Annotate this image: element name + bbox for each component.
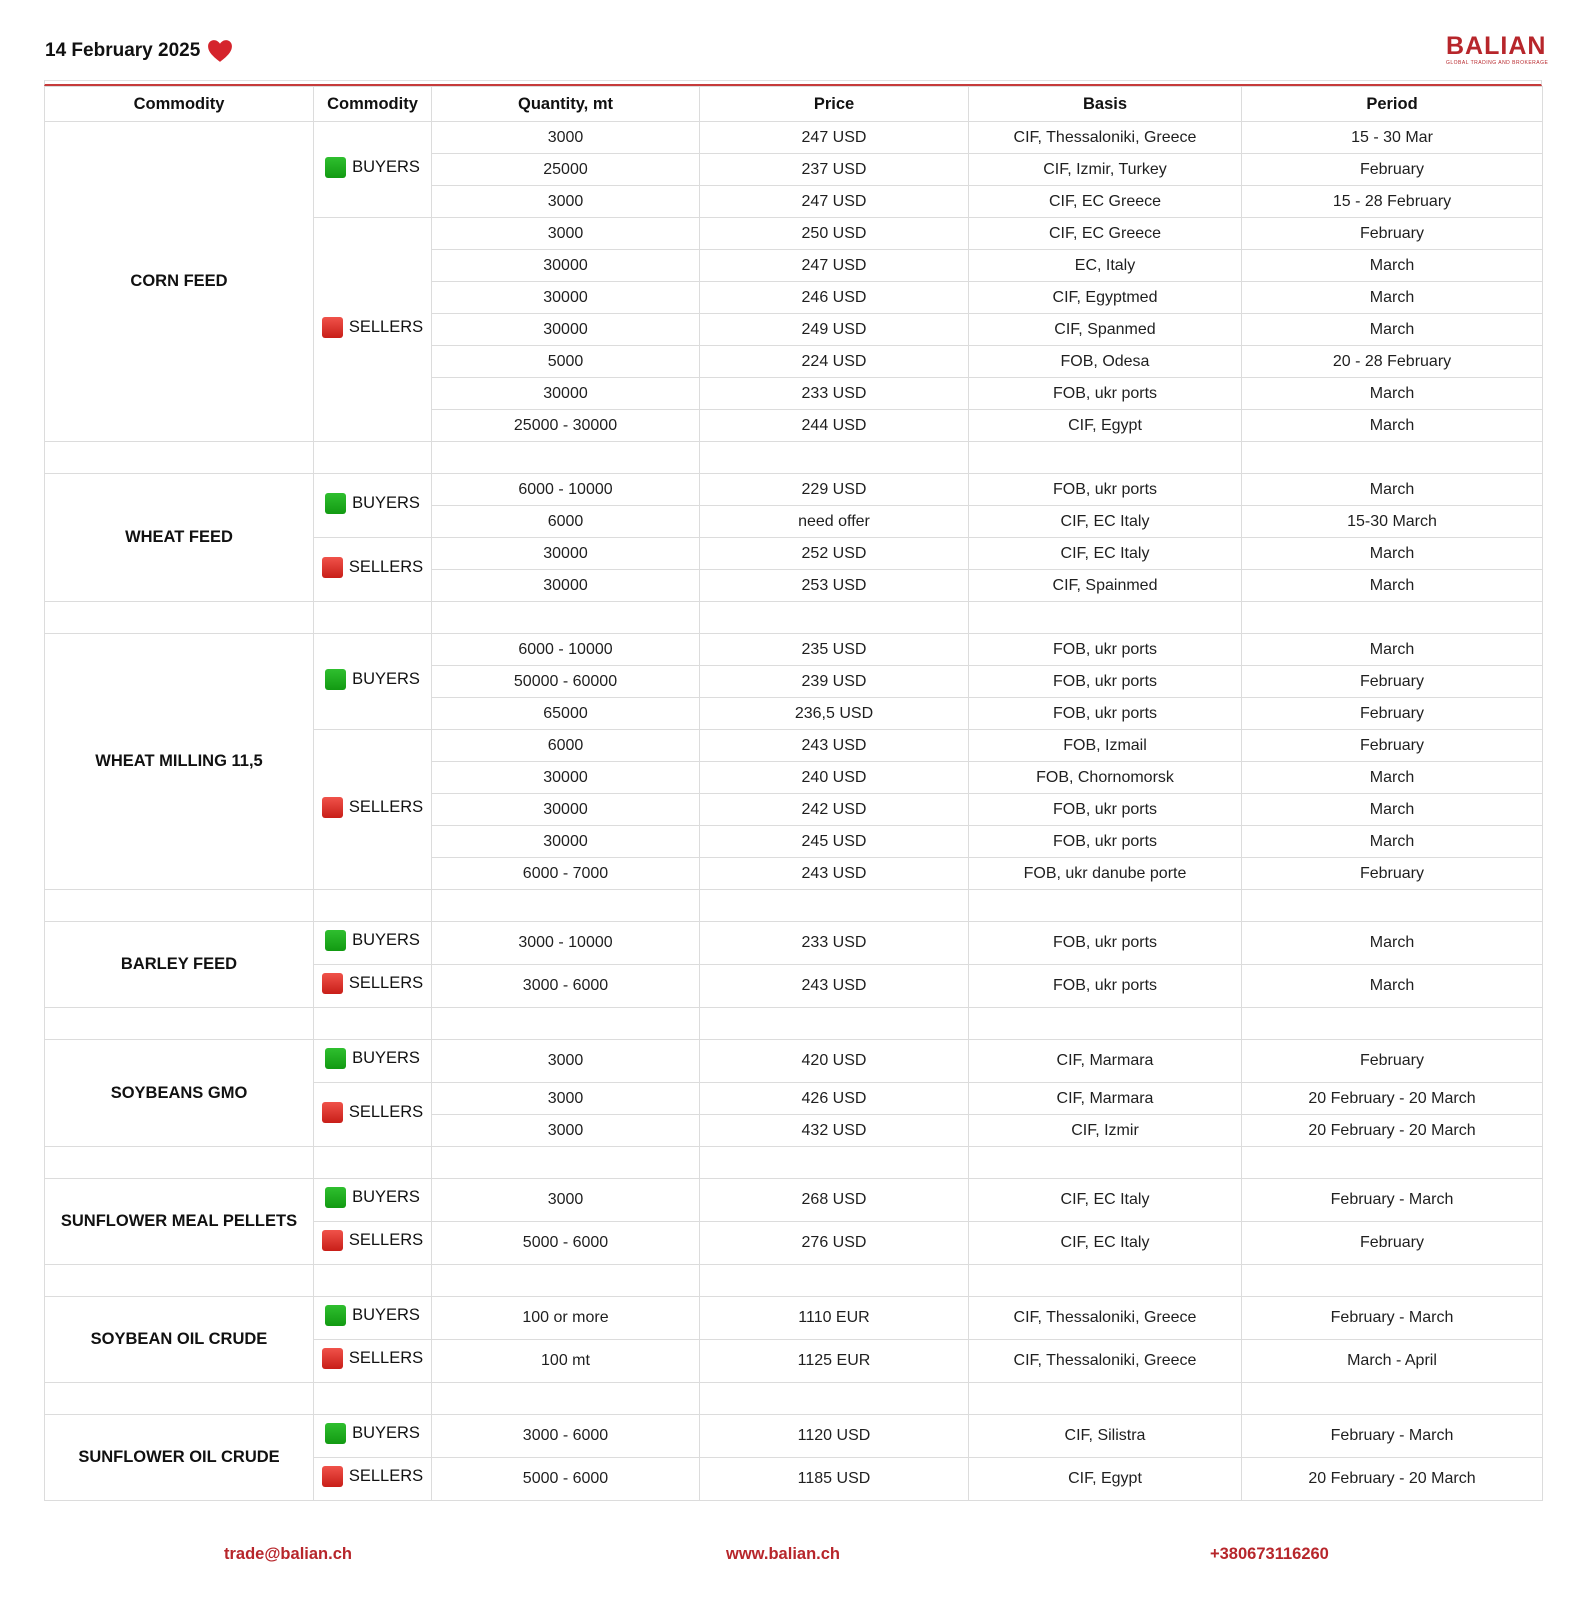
sellers-cell bbox=[314, 218, 432, 442]
quantity-cell: 25000 bbox=[432, 154, 700, 186]
spacer-cell bbox=[700, 890, 969, 922]
spacer-cell bbox=[45, 1147, 314, 1179]
price-cell: 224 USD bbox=[700, 346, 969, 378]
green-square-icon bbox=[325, 669, 346, 690]
spacer-cell bbox=[700, 1383, 969, 1415]
sellers-label-group bbox=[322, 1230, 423, 1251]
price-cell: 229 USD bbox=[700, 474, 969, 506]
basis-cell: CIF, Spanmed bbox=[969, 314, 1242, 346]
offers-table bbox=[44, 86, 1543, 1501]
table-row bbox=[45, 1179, 1543, 1222]
quantity-cell: 30000 bbox=[432, 762, 700, 794]
basis-cell: CIF, Marmara bbox=[969, 1083, 1242, 1115]
quantity-cell: 3000 bbox=[432, 186, 700, 218]
basis-cell: FOB, ukr ports bbox=[969, 666, 1242, 698]
price-cell: 245 USD bbox=[700, 826, 969, 858]
period-cell: March bbox=[1242, 570, 1543, 602]
buyers-label-group bbox=[325, 493, 420, 514]
price-cell: 247 USD bbox=[700, 122, 969, 154]
table-header-row bbox=[45, 87, 1543, 122]
sellers-cell bbox=[314, 538, 432, 602]
sellers-label-group bbox=[322, 557, 423, 578]
price-cell: 243 USD bbox=[700, 858, 969, 890]
spacer-cell bbox=[700, 602, 969, 634]
basis-cell: FOB, ukr ports bbox=[969, 474, 1242, 506]
buyers-label: BUYERS bbox=[352, 669, 420, 688]
commodity-name: WHEAT FEED bbox=[45, 474, 314, 602]
price-cell: 1125 EUR bbox=[700, 1340, 969, 1383]
period-cell: 20 February - 20 March bbox=[1242, 1115, 1543, 1147]
sellers-label-group bbox=[322, 973, 423, 994]
spacer-cell bbox=[432, 1008, 700, 1040]
period-cell: February - March bbox=[1242, 1179, 1543, 1222]
quantity-cell: 65000 bbox=[432, 698, 700, 730]
quantity-cell: 6000 bbox=[432, 506, 700, 538]
spacer-cell bbox=[1242, 602, 1543, 634]
green-square-icon bbox=[325, 493, 346, 514]
buyers-cell bbox=[314, 634, 432, 730]
buyers-label: BUYERS bbox=[352, 1424, 420, 1442]
buyers-label-group bbox=[325, 669, 420, 690]
spacer-cell bbox=[314, 890, 432, 922]
period-cell: February bbox=[1242, 698, 1543, 730]
commodity-name: WHEAT MILLING 11,5 bbox=[45, 634, 314, 890]
period-cell: March bbox=[1242, 762, 1543, 794]
basis-cell: CIF, Spainmed bbox=[969, 570, 1242, 602]
quantity-cell: 6000 - 10000 bbox=[432, 634, 700, 666]
sellers-label-group bbox=[322, 1466, 423, 1487]
period-cell: March bbox=[1242, 826, 1543, 858]
report-date: 14 February 2025 bbox=[45, 40, 201, 61]
quantity-cell: 5000 bbox=[432, 346, 700, 378]
price-cell: 233 USD bbox=[700, 922, 969, 965]
spacer-cell bbox=[432, 602, 700, 634]
period-cell: March bbox=[1242, 314, 1543, 346]
spacer-cell bbox=[45, 442, 314, 474]
table-row bbox=[45, 634, 1543, 666]
spacer-cell bbox=[969, 1265, 1242, 1297]
price-cell: 249 USD bbox=[700, 314, 969, 346]
quantity-cell: 30000 bbox=[432, 538, 700, 570]
quantity-cell: 6000 - 10000 bbox=[432, 474, 700, 506]
quantity-cell: 3000 bbox=[432, 218, 700, 250]
red-square-icon bbox=[322, 973, 343, 994]
spacer-row bbox=[45, 1265, 1543, 1297]
quantity-cell: 3000 - 6000 bbox=[432, 965, 700, 1008]
buyers-label: BUYERS bbox=[352, 1306, 420, 1324]
spacer-cell bbox=[314, 442, 432, 474]
basis-cell: CIF, Izmir, Turkey bbox=[969, 154, 1242, 186]
price-cell: 250 USD bbox=[700, 218, 969, 250]
quantity-cell: 100 or more bbox=[432, 1297, 700, 1340]
buyers-cell bbox=[314, 1179, 432, 1222]
buyers-label-group bbox=[325, 1187, 420, 1208]
basis-cell: CIF, Izmir bbox=[969, 1115, 1242, 1147]
quantity-cell: 100 mt bbox=[432, 1340, 700, 1383]
buyers-cell bbox=[314, 1040, 432, 1083]
red-square-icon bbox=[322, 1466, 343, 1487]
sellers-cell bbox=[314, 965, 432, 1008]
price-cell: 420 USD bbox=[700, 1040, 969, 1083]
period-cell: February bbox=[1242, 1040, 1543, 1083]
sellers-label: SELLERS bbox=[348, 317, 424, 336]
sellers-label: SELLERS bbox=[348, 1231, 424, 1249]
sellers-label-group bbox=[322, 797, 423, 818]
basis-cell: FOB, Chornomorsk bbox=[969, 762, 1242, 794]
buyers-label: BUYERS bbox=[352, 1049, 420, 1067]
green-square-icon bbox=[325, 930, 346, 951]
period-cell: March - April bbox=[1242, 1340, 1543, 1383]
sellers-label: SELLERS bbox=[348, 974, 424, 992]
price-cell: 243 USD bbox=[700, 730, 969, 762]
spacer-cell bbox=[1242, 1383, 1543, 1415]
spacer-cell bbox=[45, 602, 314, 634]
basis-cell: CIF, Egypt bbox=[969, 410, 1242, 442]
price-cell: need offer bbox=[700, 506, 969, 538]
spacer-cell bbox=[969, 1147, 1242, 1179]
period-cell: March bbox=[1242, 922, 1543, 965]
spacer-row bbox=[45, 890, 1543, 922]
period-cell: February bbox=[1242, 1222, 1543, 1265]
basis-cell: FOB, ukr ports bbox=[969, 922, 1242, 965]
basis-cell: CIF, Thessaloniki, Greece bbox=[969, 1340, 1242, 1383]
sellers-label-group bbox=[322, 317, 423, 338]
buyers-label: BUYERS bbox=[352, 1188, 420, 1206]
sellers-label-group bbox=[322, 1348, 423, 1369]
spacer-cell bbox=[432, 890, 700, 922]
quantity-cell: 3000 bbox=[432, 1179, 700, 1222]
period-cell: 15 - 28 February bbox=[1242, 186, 1543, 218]
spacer-cell bbox=[700, 1008, 969, 1040]
buyers-label: BUYERS bbox=[352, 493, 420, 512]
quantity-cell: 3000 - 10000 bbox=[432, 922, 700, 965]
spacer-cell bbox=[45, 1008, 314, 1040]
price-cell: 237 USD bbox=[700, 154, 969, 186]
basis-cell: FOB, ukr ports bbox=[969, 698, 1242, 730]
col-header-commodity: Commodity bbox=[45, 87, 314, 122]
period-cell: 15-30 March bbox=[1242, 506, 1543, 538]
price-cell: 276 USD bbox=[700, 1222, 969, 1265]
red-square-icon bbox=[322, 557, 343, 578]
spacer-row bbox=[45, 442, 1543, 474]
spacer-cell bbox=[1242, 1008, 1543, 1040]
basis-cell: FOB, ukr ports bbox=[969, 794, 1242, 826]
red-square-icon bbox=[322, 797, 343, 818]
quantity-cell: 25000 - 30000 bbox=[432, 410, 700, 442]
date-header bbox=[45, 36, 233, 66]
basis-cell: FOB, ukr ports bbox=[969, 378, 1242, 410]
buyers-label-group bbox=[325, 1305, 420, 1326]
red-square-icon bbox=[322, 1230, 343, 1251]
period-cell: March bbox=[1242, 250, 1543, 282]
heart-icon bbox=[207, 39, 233, 63]
period-cell: February - March bbox=[1242, 1297, 1543, 1340]
sellers-cell bbox=[314, 1340, 432, 1383]
offers-table-wrapper bbox=[44, 80, 1542, 1501]
period-cell: 20 February - 20 March bbox=[1242, 1083, 1543, 1115]
period-cell: 20 February - 20 March bbox=[1242, 1458, 1543, 1501]
price-cell: 239 USD bbox=[700, 666, 969, 698]
spacer-cell bbox=[314, 1265, 432, 1297]
sellers-cell bbox=[314, 1222, 432, 1265]
basis-cell: CIF, EC Italy bbox=[969, 538, 1242, 570]
spacer-cell bbox=[314, 602, 432, 634]
quantity-cell: 30000 bbox=[432, 826, 700, 858]
buyers-label: BUYERS bbox=[352, 931, 420, 949]
col-header-period: Period bbox=[1242, 87, 1543, 122]
basis-cell: CIF, EC Greece bbox=[969, 186, 1242, 218]
basis-cell: FOB, ukr danube porte bbox=[969, 858, 1242, 890]
green-square-icon bbox=[325, 1187, 346, 1208]
spacer-row bbox=[45, 1383, 1543, 1415]
period-cell: March bbox=[1242, 474, 1543, 506]
quantity-cell: 30000 bbox=[432, 250, 700, 282]
spacer-row bbox=[45, 1008, 1543, 1040]
price-cell: 243 USD bbox=[700, 965, 969, 1008]
basis-cell: FOB, Izmail bbox=[969, 730, 1242, 762]
price-cell: 236,5 USD bbox=[700, 698, 969, 730]
quantity-cell: 3000 bbox=[432, 122, 700, 154]
period-cell: 15 - 30 Mar bbox=[1242, 122, 1543, 154]
basis-cell: FOB, ukr ports bbox=[969, 965, 1242, 1008]
price-cell: 246 USD bbox=[700, 282, 969, 314]
commodity-name: SUNFLOWER OIL CRUDE bbox=[45, 1415, 314, 1501]
period-cell: February bbox=[1242, 666, 1543, 698]
basis-cell: CIF, Thessaloniki, Greece bbox=[969, 1297, 1242, 1340]
table-row bbox=[45, 474, 1543, 506]
table-row bbox=[45, 922, 1543, 965]
footer-website-link[interactable]: www.balian.ch bbox=[726, 1545, 840, 1563]
basis-cell: FOB, ukr ports bbox=[969, 634, 1242, 666]
quantity-cell: 5000 - 6000 bbox=[432, 1458, 700, 1501]
price-cell: 1185 USD bbox=[700, 1458, 969, 1501]
spacer-cell bbox=[45, 1383, 314, 1415]
period-cell: March bbox=[1242, 282, 1543, 314]
period-cell: February - March bbox=[1242, 1415, 1543, 1458]
quantity-cell: 5000 - 6000 bbox=[432, 1222, 700, 1265]
basis-cell: FOB, Odesa bbox=[969, 346, 1242, 378]
sellers-label-group bbox=[322, 1102, 423, 1123]
spacer-cell bbox=[314, 1147, 432, 1179]
buyers-label-group bbox=[325, 1048, 420, 1069]
red-square-icon bbox=[322, 1102, 343, 1123]
commodity-name: BARLEY FEED bbox=[45, 922, 314, 1008]
period-cell: February bbox=[1242, 154, 1543, 186]
sellers-label: SELLERS bbox=[348, 797, 424, 816]
table-row bbox=[45, 1297, 1543, 1340]
sellers-label: SELLERS bbox=[348, 1102, 424, 1121]
col-header-quantity: Quantity, mt bbox=[432, 87, 700, 122]
buyers-label-group bbox=[325, 930, 420, 951]
spacer-cell bbox=[1242, 1147, 1543, 1179]
spacer-cell bbox=[314, 1383, 432, 1415]
spacer-cell bbox=[1242, 1265, 1543, 1297]
period-cell: February bbox=[1242, 730, 1543, 762]
period-cell: 20 - 28 February bbox=[1242, 346, 1543, 378]
green-square-icon bbox=[325, 1305, 346, 1326]
col-header-side: Commodity bbox=[314, 87, 432, 122]
spacer-cell bbox=[969, 602, 1242, 634]
sellers-cell bbox=[314, 730, 432, 890]
spacer-cell bbox=[700, 1265, 969, 1297]
quantity-cell: 3000 bbox=[432, 1040, 700, 1083]
price-cell: 247 USD bbox=[700, 250, 969, 282]
spacer-cell bbox=[314, 1008, 432, 1040]
spacer-cell bbox=[969, 890, 1242, 922]
basis-cell: CIF, EC Italy bbox=[969, 1179, 1242, 1222]
col-header-price: Price bbox=[700, 87, 969, 122]
spacer-cell bbox=[969, 442, 1242, 474]
quantity-cell: 50000 - 60000 bbox=[432, 666, 700, 698]
quantity-cell: 30000 bbox=[432, 282, 700, 314]
spacer-cell bbox=[1242, 890, 1543, 922]
quantity-cell: 3000 - 6000 bbox=[432, 1415, 700, 1458]
period-cell: March bbox=[1242, 538, 1543, 570]
green-square-icon bbox=[325, 1048, 346, 1069]
buyers-label-group bbox=[325, 157, 420, 178]
quantity-cell: 3000 bbox=[432, 1083, 700, 1115]
basis-cell: CIF, EC Greece bbox=[969, 218, 1242, 250]
buyers-cell bbox=[314, 474, 432, 538]
commodity-name: SOYBEANS GMO bbox=[45, 1040, 314, 1147]
price-cell: 252 USD bbox=[700, 538, 969, 570]
price-cell: 268 USD bbox=[700, 1179, 969, 1222]
period-cell: March bbox=[1242, 634, 1543, 666]
logo-name: BALIAN bbox=[1446, 32, 1547, 60]
period-cell: March bbox=[1242, 794, 1543, 826]
balian-logo bbox=[1446, 32, 1549, 66]
table-row bbox=[45, 1415, 1543, 1458]
period-cell: March bbox=[1242, 378, 1543, 410]
price-cell: 233 USD bbox=[700, 378, 969, 410]
basis-cell: CIF, Thessaloniki, Greece bbox=[969, 122, 1242, 154]
spacer-cell bbox=[969, 1383, 1242, 1415]
sellers-label: SELLERS bbox=[348, 1467, 424, 1485]
buyers-cell bbox=[314, 922, 432, 965]
spacer-cell bbox=[432, 1383, 700, 1415]
spacer-cell bbox=[432, 1265, 700, 1297]
buyers-cell bbox=[314, 1297, 432, 1340]
buyers-label: BUYERS bbox=[352, 157, 420, 176]
commodity-name: SUNFLOWER MEAL PELLETS bbox=[45, 1179, 314, 1265]
price-cell: 426 USD bbox=[700, 1083, 969, 1115]
footer-email-link[interactable]: trade@balian.ch bbox=[224, 1545, 352, 1563]
spacer-cell bbox=[432, 1147, 700, 1179]
quantity-cell: 30000 bbox=[432, 378, 700, 410]
price-cell: 240 USD bbox=[700, 762, 969, 794]
quantity-cell: 6000 - 7000 bbox=[432, 858, 700, 890]
sellers-label: SELLERS bbox=[348, 557, 424, 576]
price-cell: 1120 USD bbox=[700, 1415, 969, 1458]
spacer-cell bbox=[700, 1147, 969, 1179]
price-cell: 244 USD bbox=[700, 410, 969, 442]
period-cell: February bbox=[1242, 858, 1543, 890]
spacer-cell bbox=[45, 1265, 314, 1297]
spacer-cell bbox=[969, 1008, 1242, 1040]
buyers-label-group bbox=[325, 1423, 420, 1444]
commodity-name: SOYBEAN OIL CRUDE bbox=[45, 1297, 314, 1383]
spacer-row bbox=[45, 602, 1543, 634]
red-square-icon bbox=[322, 317, 343, 338]
period-cell: March bbox=[1242, 965, 1543, 1008]
price-cell: 235 USD bbox=[700, 634, 969, 666]
quantity-cell: 30000 bbox=[432, 314, 700, 346]
basis-cell: EC, Italy bbox=[969, 250, 1242, 282]
sellers-cell bbox=[314, 1083, 432, 1147]
basis-cell: CIF, Silistra bbox=[969, 1415, 1242, 1458]
basis-cell: CIF, EC Italy bbox=[969, 1222, 1242, 1265]
quantity-cell: 30000 bbox=[432, 794, 700, 826]
logo-tagline: GLOBAL TRADING AND BROKERAGE bbox=[1446, 60, 1549, 66]
price-cell: 253 USD bbox=[700, 570, 969, 602]
quantity-cell: 30000 bbox=[432, 570, 700, 602]
table-body bbox=[45, 122, 1543, 1501]
red-square-icon bbox=[322, 1348, 343, 1369]
green-square-icon bbox=[325, 1423, 346, 1444]
green-square-icon bbox=[325, 157, 346, 178]
price-cell: 242 USD bbox=[700, 794, 969, 826]
price-cell: 1110 EUR bbox=[700, 1297, 969, 1340]
quantity-cell: 6000 bbox=[432, 730, 700, 762]
spacer-cell bbox=[432, 442, 700, 474]
basis-cell: CIF, EC Italy bbox=[969, 506, 1242, 538]
basis-cell: CIF, Egypt bbox=[969, 1458, 1242, 1501]
basis-cell: CIF, Egyptmed bbox=[969, 282, 1242, 314]
buyers-cell bbox=[314, 1415, 432, 1458]
basis-cell: FOB, ukr ports bbox=[969, 826, 1242, 858]
period-cell: March bbox=[1242, 410, 1543, 442]
price-cell: 432 USD bbox=[700, 1115, 969, 1147]
period-cell: February bbox=[1242, 218, 1543, 250]
quantity-cell: 3000 bbox=[432, 1115, 700, 1147]
commodity-name: CORN FEED bbox=[45, 122, 314, 442]
col-header-basis: Basis bbox=[969, 87, 1242, 122]
footer-phone[interactable]: +380673116260 bbox=[1210, 1545, 1329, 1563]
spacer-cell bbox=[45, 890, 314, 922]
buyers-cell bbox=[314, 122, 432, 218]
table-row bbox=[45, 122, 1543, 154]
spacer-row bbox=[45, 1147, 1543, 1179]
basis-cell: CIF, Marmara bbox=[969, 1040, 1242, 1083]
spacer-cell bbox=[700, 442, 969, 474]
sellers-cell bbox=[314, 1458, 432, 1501]
table-row bbox=[45, 1040, 1543, 1083]
price-cell: 247 USD bbox=[700, 186, 969, 218]
sellers-label: SELLERS bbox=[348, 1349, 424, 1367]
spacer-cell bbox=[1242, 442, 1543, 474]
